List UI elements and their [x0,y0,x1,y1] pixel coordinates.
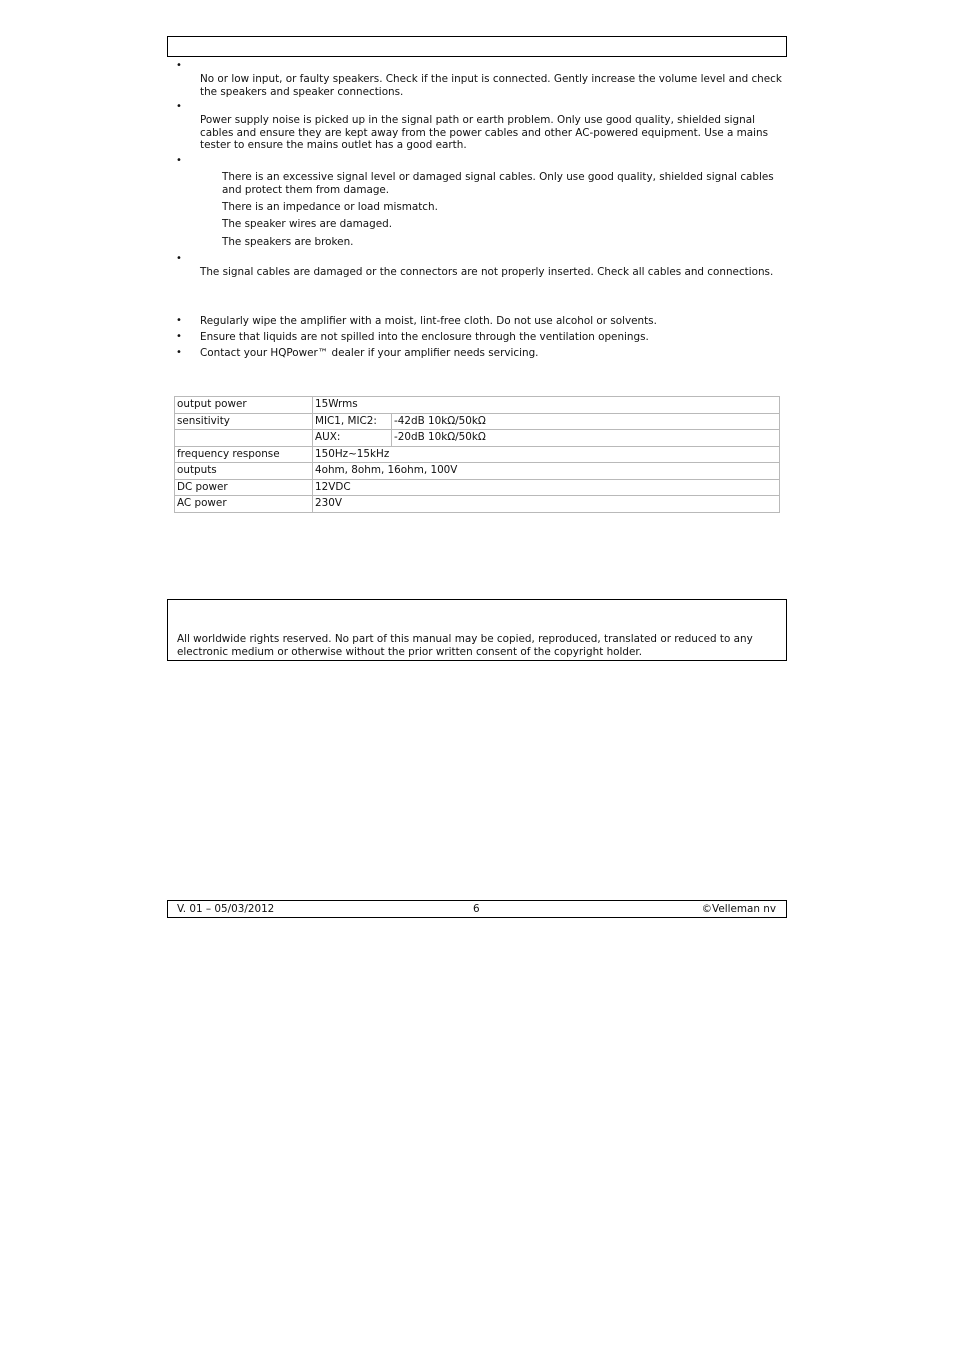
maintenance-item: Contact your HQPower™ dealer if your amplifier needs servicing. [200,347,539,359]
page-footer [167,900,787,918]
spec-label: AC power [175,496,313,513]
bullet-marker: • [176,60,182,71]
table-row [175,463,780,480]
copyright-notice: All worldwide rights reserved. No part of this manual may be copied, reproduced, translated or reduced to any electronic medium or otherwise without the prior written consent of the copyright holder. [177,633,753,658]
spec-label: outputs [175,463,313,480]
troubleshoot-subitem: There is an excessive signal level or damaged signal cables. Only use good quality, shielded signal cables and protect them from damage. [222,171,774,196]
troubleshoot-item-4: The signal cables are damaged or the connectors are not properly inserted. Check all cables and connections. [200,266,774,278]
table-row [175,496,780,513]
spec-value: 15Wrms [313,397,780,414]
spec-sublabel: AUX: [313,430,392,447]
bullet-marker: • [176,315,182,326]
spec-sublabel: MIC1, MIC2: [313,413,392,430]
footer-company: ©Velleman nv [701,903,776,915]
specifications-table [174,396,780,513]
maintenance-item: Ensure that liquids are not spilled into the enclosure through the ventilation openings. [200,331,649,343]
troubleshoot-item-1: No or low input, or faulty speakers. Check if the input is connected. Gently increase the volume level and check the speakers and speaker connections. [200,73,782,98]
spec-value: 230V [313,496,780,513]
spec-label-empty [175,430,313,447]
spec-label: frequency response [175,446,313,463]
table-row [175,430,780,447]
spec-label: output power [175,397,313,414]
maintenance-item: Regularly wipe the amplifier with a moist, lint-free cloth. Do not use alcohol or solvents. [200,315,657,327]
bullet-marker: • [176,155,182,166]
bullet-marker: • [176,101,182,112]
spec-label: sensitivity [175,413,313,430]
table-row [175,446,780,463]
header-box [167,36,787,57]
spec-value: -42dB 10kΩ/50kΩ [392,413,780,430]
table-row [175,479,780,496]
spec-label: DC power [175,479,313,496]
spec-value: 150Hz~15kHz [313,446,780,463]
troubleshoot-item-2: Power supply noise is picked up in the signal path or earth problem. Only use good quality, shielded signal cables and ensure they are kept away from the power cables and other AC-powered equipment. Use a mains tester to ensure the mains outlet has a good earth. [200,114,769,152]
copyright-box [167,599,787,661]
spec-value: 12VDC [313,479,780,496]
bullet-marker: • [176,253,182,264]
footer-version: V. 01 – 05/03/2012 [177,903,275,915]
table-row [175,397,780,414]
troubleshoot-subitem: There is an impedance or load mismatch. [222,201,438,213]
spec-value: 4ohm, 8ohm, 16ohm, 100V [313,463,780,480]
footer-page-number: 6 [473,903,480,915]
table-row [175,413,780,430]
troubleshoot-subitem: The speakers are broken. [222,236,354,248]
bullet-marker: • [176,331,182,342]
spec-value: -20dB 10kΩ/50kΩ [392,430,780,447]
bullet-marker: • [176,347,182,358]
troubleshoot-subitem: The speaker wires are damaged. [222,218,392,230]
